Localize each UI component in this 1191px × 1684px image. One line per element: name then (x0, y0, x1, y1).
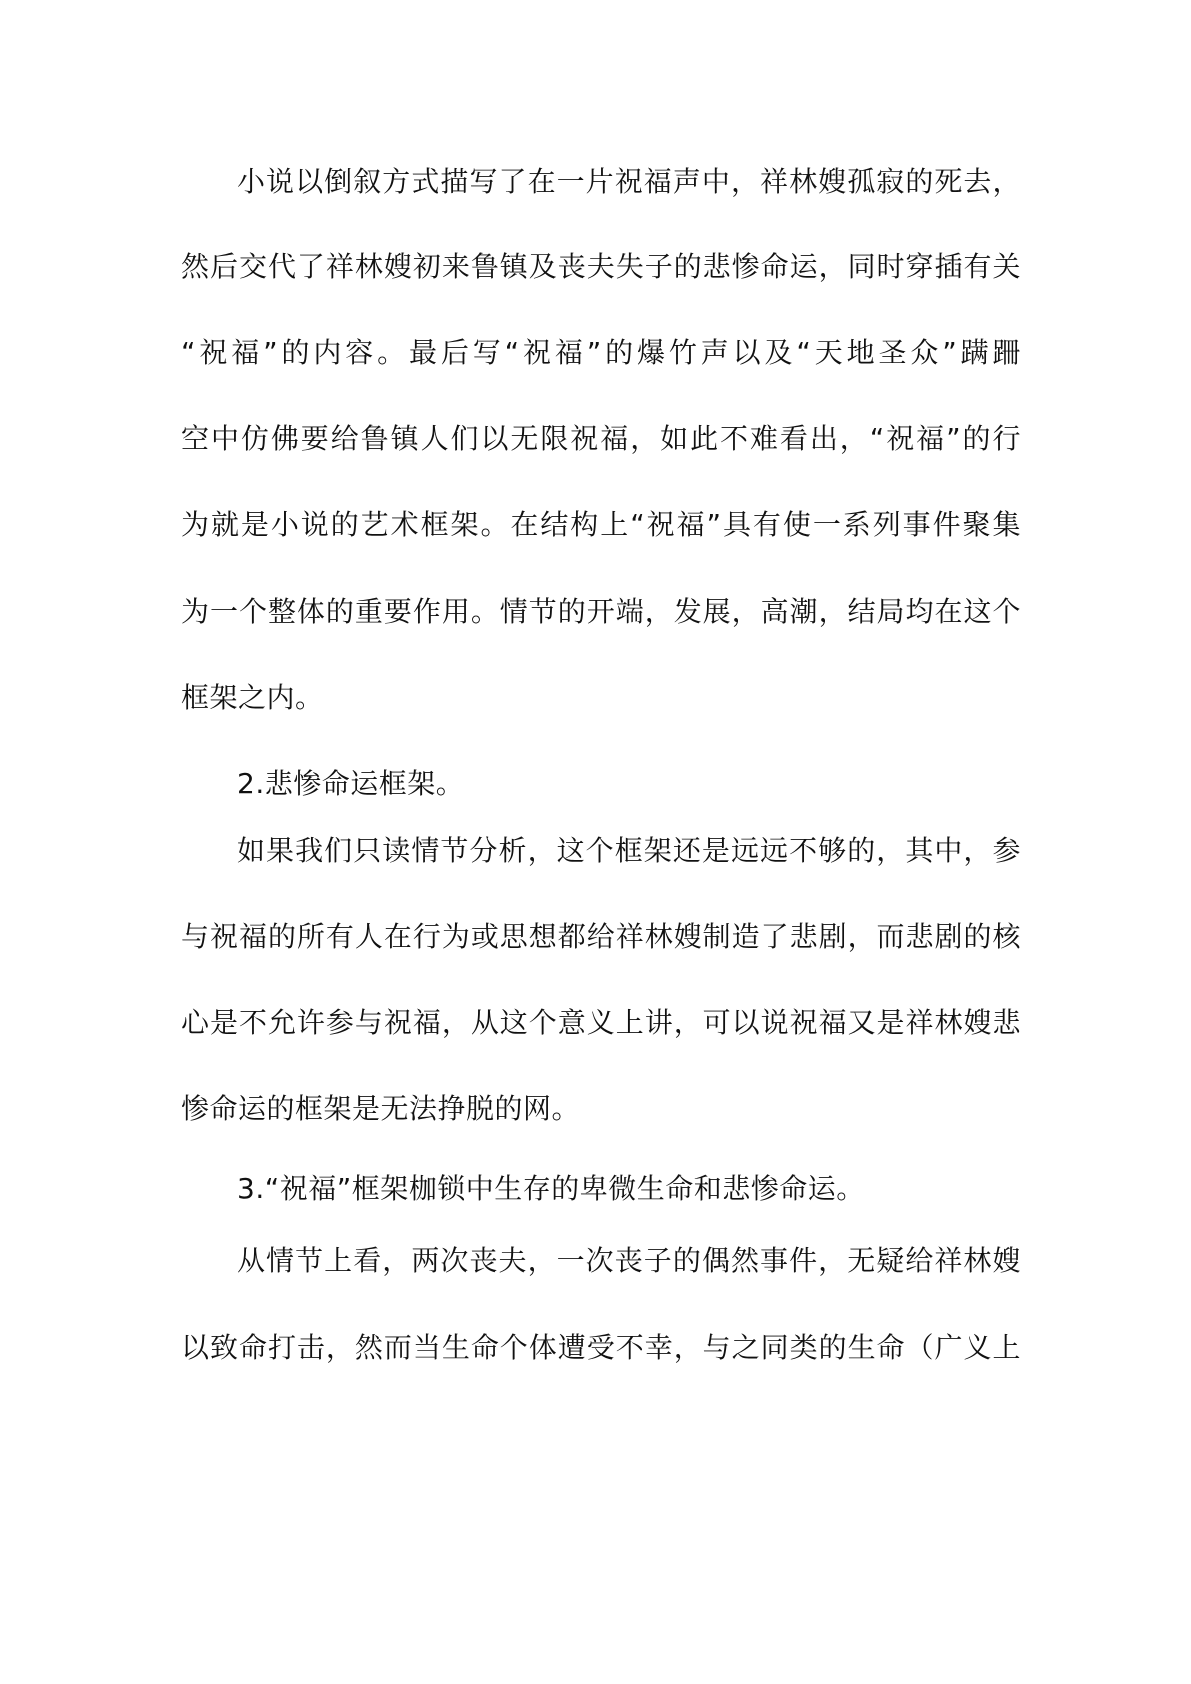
section-heading-2: 2.悲惨命运框架。 (237, 767, 465, 800)
paragraph-1-line-7: 框架之内。 (181, 681, 324, 714)
paragraph-3-line-2: 以致命打击，然而当生命个体遭受不幸，与之同类的生命（广义上 (181, 1331, 1021, 1364)
paragraph-2-line-1: 如果我们只读情节分析，这个框架还是远远不够的，其中，参 (237, 834, 1021, 867)
paragraph-1-line-6: 为一个整体的重要作用。情节的开端，发展，高潮，结局均在这个 (181, 595, 1021, 628)
paragraph-2-line-3: 心是不允许参与祝福，从这个意义上讲，可以说祝福又是祥林嫂悲 (181, 1006, 1021, 1039)
paragraph-1-line-3: “祝福”的内容。最后写“祝福”的爆竹声以及“天地圣众”蹒跚 (181, 336, 1021, 369)
paragraph-1-line-5: 为就是小说的艺术框架。在结构上“祝福”具有使一系列事件聚集 (181, 508, 1021, 541)
paragraph-1-line-1: 小说以倒叙方式描写了在一片祝福声中，祥林嫂孤寂的死去， (237, 165, 1021, 198)
section-heading-3: 3.“祝福”框架枷锁中生存的卑微生命和悲惨命运。 (237, 1172, 865, 1205)
paragraph-3-line-1: 从情节上看，两次丧夫，一次丧子的偶然事件，无疑给祥林嫂 (237, 1244, 1021, 1277)
paragraph-1-line-4: 空中仿佛要给鲁镇人们以无限祝福，如此不难看出，“祝福”的行 (181, 422, 1021, 455)
paragraph-2-line-2: 与祝福的所有人在行为或思想都给祥林嫂制造了悲剧，而悲剧的核 (181, 920, 1021, 953)
paragraph-1-line-2: 然后交代了祥林嫂初来鲁镇及丧夫失子的悲惨命运，同时穿插有关 (181, 250, 1021, 283)
paragraph-2-line-4: 惨命运的框架是无法挣脱的网。 (181, 1092, 581, 1125)
